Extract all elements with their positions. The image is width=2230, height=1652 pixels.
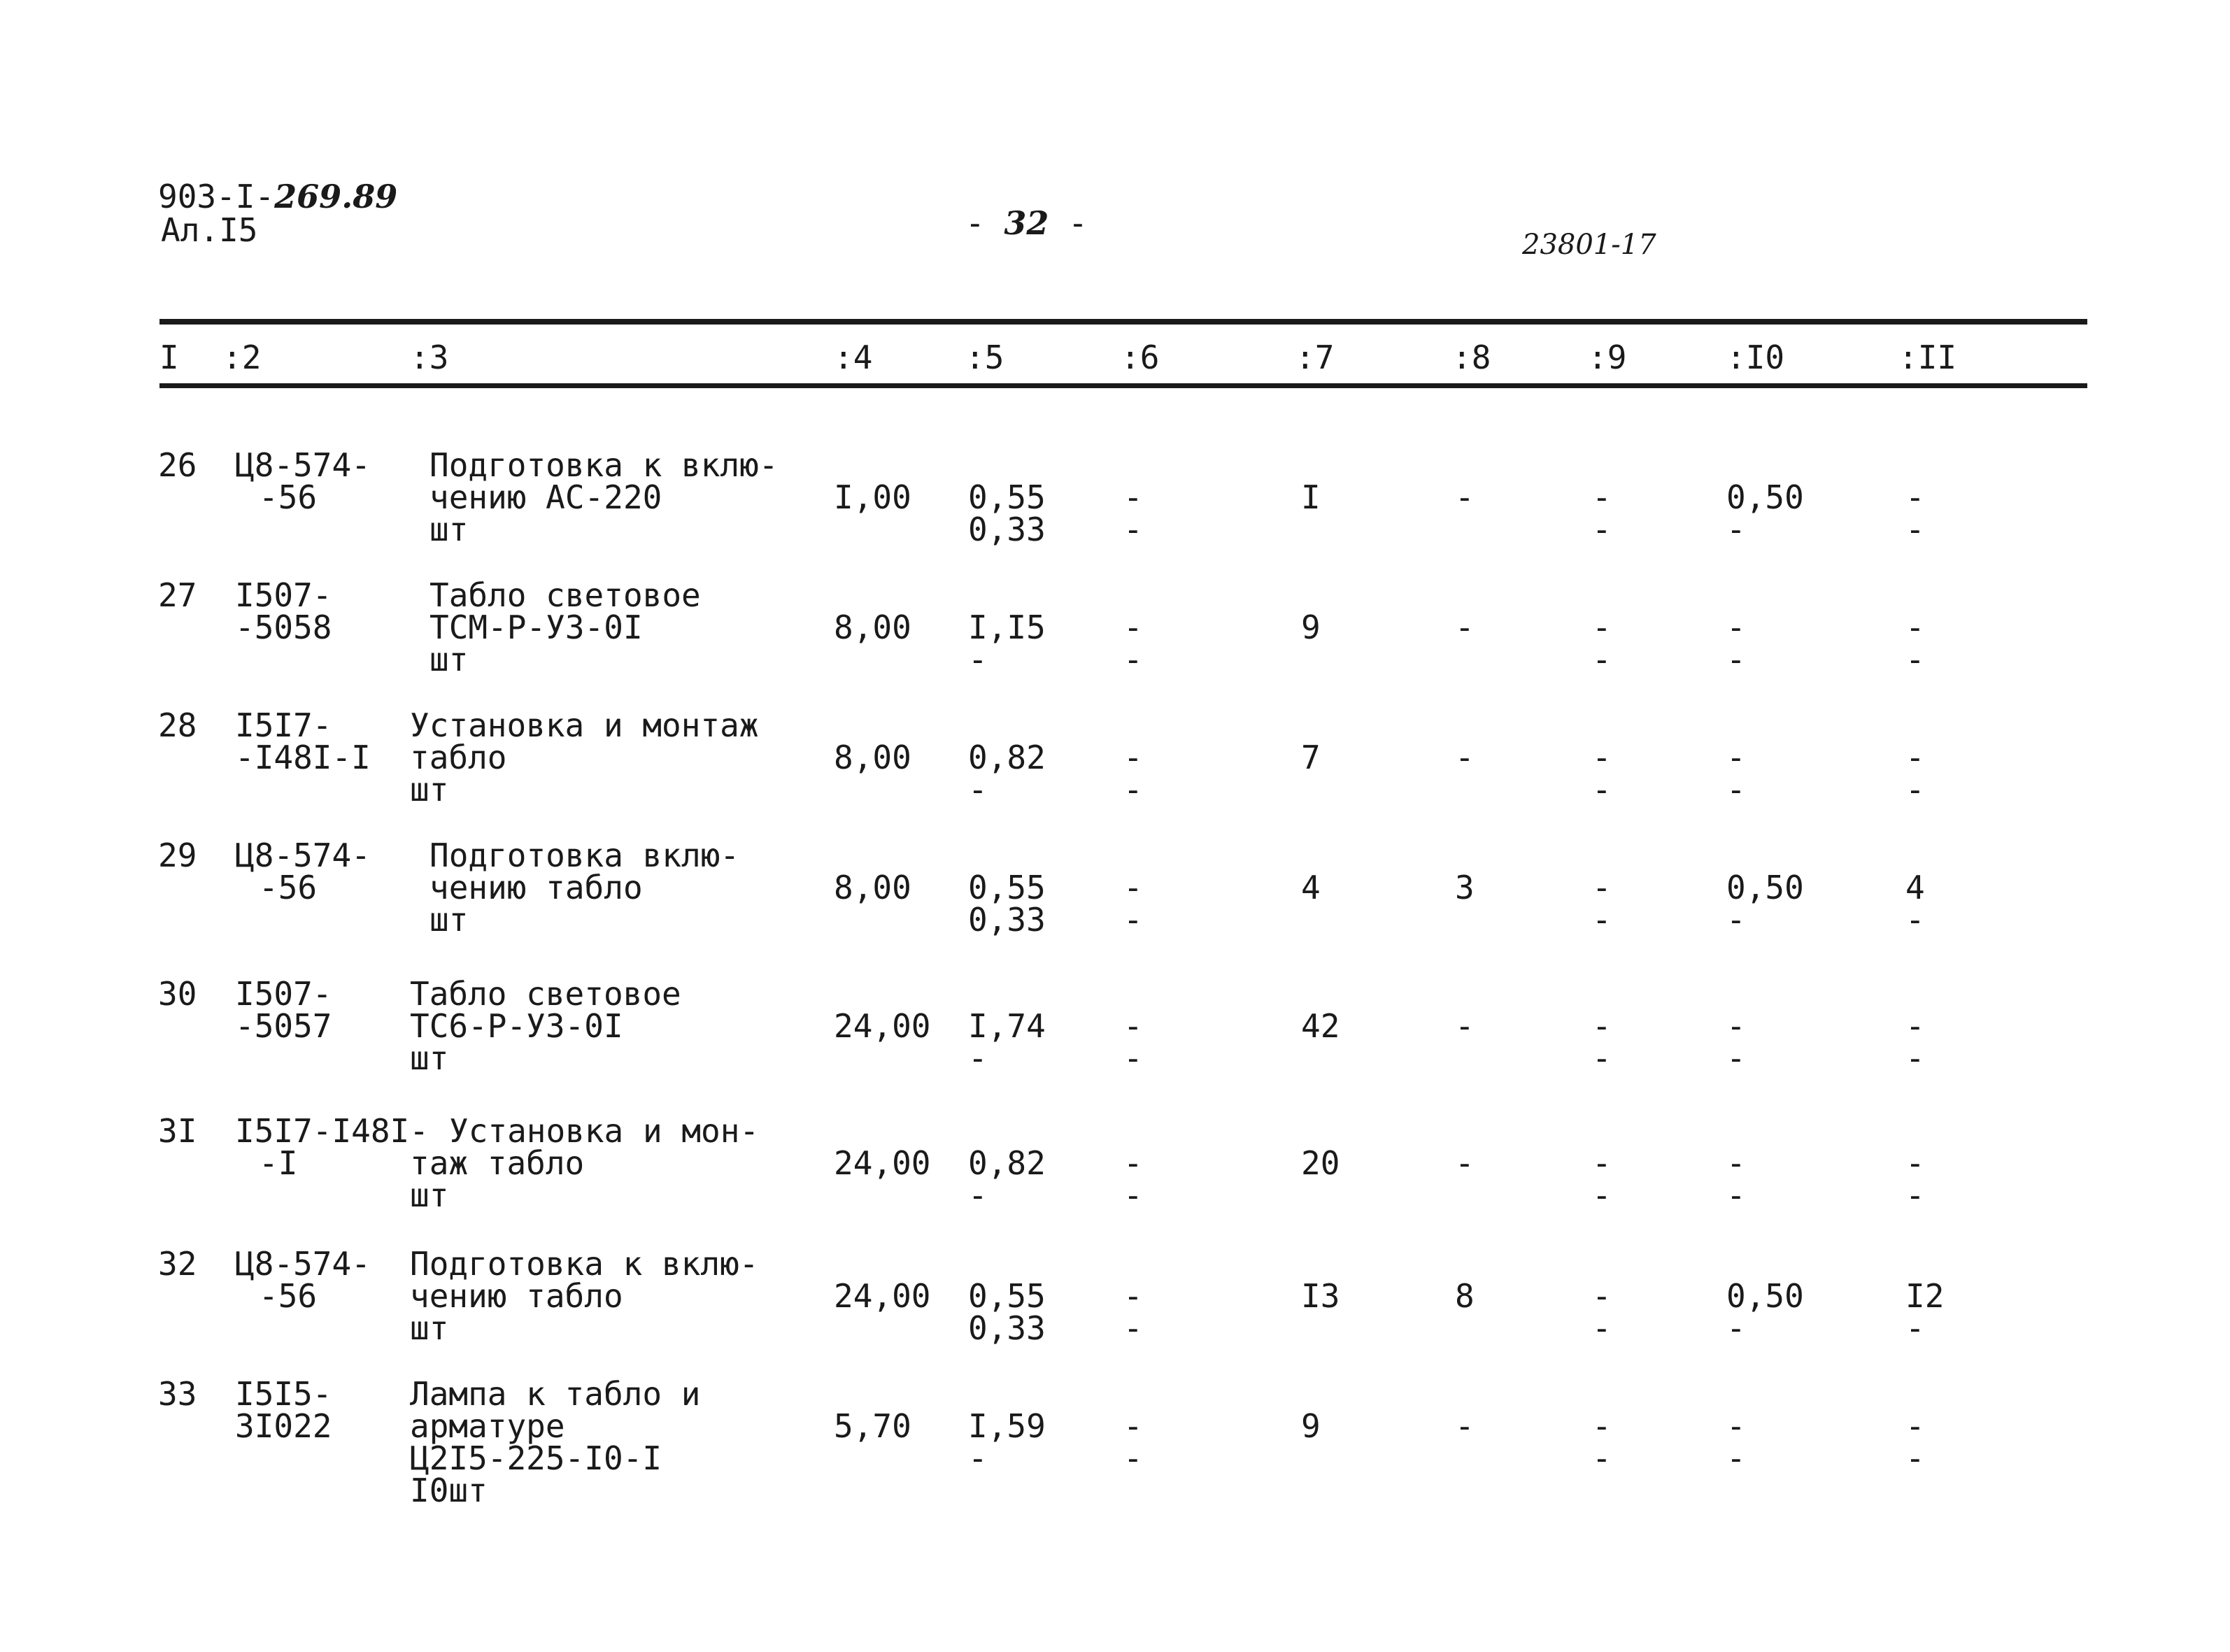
row-col-4-value: 24,00 — [834, 1277, 931, 1315]
row-col-6-value: - — [1123, 1176, 1143, 1214]
row-col-9-value: - — [1592, 1309, 1612, 1347]
row-col-5-value: I,59 — [968, 1407, 1046, 1445]
row-name-line: таж табло — [410, 1144, 585, 1182]
page-number-handwritten: 32 — [1004, 204, 1049, 242]
row-col-10-value: 0,50 — [1726, 478, 1804, 516]
row-number: 27 — [158, 576, 197, 614]
row-col-9-value: - — [1592, 641, 1612, 678]
row-name-line: Ц2I5-225-I0-I — [410, 1439, 662, 1477]
row-col-6-value: - — [1123, 1039, 1143, 1077]
row-col-8-value: - — [1455, 739, 1475, 776]
row-col-6-value: - — [1123, 901, 1143, 939]
table-header-rule — [159, 383, 2087, 388]
row-col-6-value: - — [1123, 1439, 1143, 1477]
row-col-10-value: - — [1726, 1439, 1746, 1477]
row-number: 30 — [158, 975, 197, 1013]
row-col-5-value: - — [968, 771, 988, 809]
table-top-rule — [159, 319, 2087, 325]
row-col-5-value: 0,33 — [968, 1309, 1046, 1347]
row-col-9-value: - — [1592, 1039, 1612, 1077]
row-code-line: -5057 — [235, 1007, 332, 1045]
row-col-11-value: - — [1905, 641, 1925, 678]
column-header-5: :5 — [965, 339, 1004, 376]
row-number: 3I — [158, 1112, 197, 1150]
row-name-line: чению табло — [410, 1277, 623, 1315]
row-name-line: Установка и мон- — [449, 1112, 760, 1150]
row-col-9-value: - — [1592, 1007, 1612, 1045]
sheet-label: Ал.I5 — [161, 211, 258, 249]
row-col-6-value: - — [1123, 478, 1143, 516]
row-col-9-value: - — [1592, 1407, 1612, 1445]
row-col-4-value: I,00 — [834, 478, 911, 516]
column-header-1: I — [159, 339, 179, 376]
row-name-line: шт — [429, 511, 469, 548]
row-name-line: шт — [410, 1176, 449, 1214]
row-col-10-value: - — [1726, 1144, 1746, 1182]
row-code-line: -56 — [259, 1277, 318, 1315]
row-name-line: Подготовка к вклю- — [429, 446, 779, 484]
row-name-line: Подготовка к вклю- — [410, 1245, 759, 1283]
row-code-line: -56 — [259, 869, 318, 906]
row-col-7-value: I3 — [1301, 1277, 1340, 1315]
row-col-5-value: I,74 — [968, 1007, 1046, 1045]
row-col-10-value: - — [1726, 1007, 1746, 1045]
row-col-7-value: 20 — [1301, 1144, 1340, 1182]
column-header-6: :6 — [1121, 339, 1160, 376]
row-col-10-value: - — [1726, 739, 1746, 776]
row-name-line: чению табло — [429, 869, 643, 906]
row-col-8-value: - — [1455, 478, 1475, 516]
row-col-10-value: - — [1726, 608, 1746, 646]
row-code-line: I507- — [235, 975, 332, 1013]
row-col-10-value: 0,50 — [1726, 869, 1804, 906]
row-code-line: Ц8-574- — [235, 836, 371, 874]
column-header-7: :7 — [1295, 339, 1335, 376]
row-name-line: ТС6-Р-УЗ-0I — [410, 1007, 623, 1045]
row-code-line: I5I5- — [235, 1375, 332, 1413]
row-col-8-value: - — [1455, 608, 1475, 646]
document-code — [158, 180, 397, 213]
row-number: 29 — [158, 836, 197, 874]
row-col-9-value: - — [1592, 1144, 1612, 1182]
row-code-line: 3I022 — [235, 1407, 332, 1445]
row-col-5-value: 0,55 — [968, 478, 1046, 516]
row-name-line: Табло световое — [429, 576, 701, 614]
row-col-8-value: 8 — [1455, 1277, 1475, 1315]
row-col-11-value: 4 — [1905, 869, 1925, 906]
row-col-7-value: 9 — [1301, 1407, 1321, 1445]
row-col-9-value: - — [1592, 901, 1612, 939]
row-col-5-value: - — [968, 1439, 988, 1477]
row-name-line: Табло световое — [410, 975, 681, 1013]
row-col-11-value: - — [1905, 1007, 1925, 1045]
column-header-9: :9 — [1588, 339, 1627, 376]
column-header-3: :3 — [410, 339, 449, 376]
row-col-11-value: - — [1905, 771, 1925, 809]
row-col-6-value: - — [1123, 511, 1143, 548]
row-name-line: шт — [410, 1309, 449, 1347]
row-col-9-value: - — [1592, 771, 1612, 809]
row-col-8-value: 3 — [1455, 869, 1475, 906]
row-name-line: чению АС-220 — [429, 478, 662, 516]
row-code-line: I507- — [235, 576, 332, 614]
row-col-11-value: I2 — [1905, 1277, 1945, 1315]
row-col-11-value: - — [1905, 608, 1925, 646]
row-col-6-value: - — [1123, 1144, 1143, 1182]
column-header-10: :I0 — [1726, 339, 1785, 376]
row-col-10-value: 0,50 — [1726, 1277, 1804, 1315]
row-col-4-value: 8,00 — [834, 869, 911, 906]
row-col-4-value: 8,00 — [834, 608, 911, 646]
row-col-8-value: - — [1455, 1144, 1475, 1182]
row-col-6-value: - — [1123, 869, 1143, 906]
row-col-5-value: - — [968, 641, 988, 678]
row-col-4-value: 24,00 — [834, 1007, 931, 1045]
row-name-line: шт — [429, 641, 469, 678]
row-code-line: I5I7- — [235, 706, 332, 744]
row-col-10-value: - — [1726, 771, 1746, 809]
row-col-9-value: - — [1592, 739, 1612, 776]
row-col-5-value: 0,55 — [968, 1277, 1046, 1315]
row-col-6-value: - — [1123, 1007, 1143, 1045]
row-col-6-value: - — [1123, 608, 1143, 646]
row-col-6-value: - — [1123, 641, 1143, 678]
column-header-8: :8 — [1452, 339, 1491, 376]
row-col-11-value: - — [1905, 1309, 1925, 1347]
row-col-10-value: - — [1726, 1407, 1746, 1445]
row-name-line: шт — [410, 1039, 449, 1077]
row-col-7-value: 7 — [1301, 739, 1321, 776]
row-number: 33 — [158, 1375, 197, 1413]
row-code-line: I5I7-I48I- — [235, 1112, 429, 1150]
row-code-line: -I48I-I — [235, 739, 371, 776]
row-name-line: I0шт — [410, 1472, 488, 1509]
row-code-line: -5058 — [235, 608, 332, 646]
column-header-11: :II — [1898, 339, 1957, 376]
row-col-4-value: 24,00 — [834, 1144, 931, 1182]
row-name-line: Установка и монтаж — [410, 706, 759, 744]
page-number — [965, 204, 1088, 242]
row-col-5-value: 0,33 — [968, 901, 1046, 939]
page-number-suffix: - — [1049, 204, 1088, 242]
row-col-11-value: - — [1905, 1144, 1925, 1182]
row-code-line: Ц8-574- — [235, 446, 371, 484]
document-code-prefix: 903-I- — [158, 178, 275, 215]
row-col-6-value: - — [1123, 1309, 1143, 1347]
row-number: 28 — [158, 706, 197, 744]
row-col-5-value: I,I5 — [968, 608, 1046, 646]
row-name-line: арматуре — [410, 1407, 565, 1445]
row-col-9-value: - — [1592, 869, 1612, 906]
row-col-10-value: - — [1726, 1309, 1746, 1347]
row-col-8-value: - — [1455, 1407, 1475, 1445]
row-col-5-value: 0,82 — [968, 739, 1046, 776]
row-col-5-value: 0,33 — [968, 511, 1046, 548]
row-col-9-value: - — [1592, 478, 1612, 516]
row-code-line: -56 — [259, 478, 318, 516]
row-col-10-value: - — [1726, 1176, 1746, 1214]
row-number: 32 — [158, 1245, 197, 1283]
row-name-line: Подготовка вклю- — [429, 836, 740, 874]
row-col-11-value: - — [1905, 1439, 1925, 1477]
row-col-10-value: - — [1726, 1039, 1746, 1077]
row-col-5-value: 0,82 — [968, 1144, 1046, 1182]
row-name-line: Лампа к табло и — [410, 1375, 701, 1413]
row-col-5-value: - — [968, 1176, 988, 1214]
row-col-5-value: 0,55 — [968, 869, 1046, 906]
row-col-9-value: - — [1592, 511, 1612, 548]
row-col-11-value: - — [1905, 739, 1925, 776]
row-col-6-value: - — [1123, 1407, 1143, 1445]
document-code-handwritten: 269.89 — [274, 178, 398, 215]
row-col-11-value: - — [1905, 1039, 1925, 1077]
row-col-9-value: - — [1592, 1176, 1612, 1214]
row-col-5-value: - — [968, 1039, 988, 1077]
row-col-4-value: 8,00 — [834, 739, 911, 776]
row-col-11-value: - — [1905, 1407, 1925, 1445]
column-header-2: :2 — [222, 339, 262, 376]
row-col-7-value: 42 — [1301, 1007, 1340, 1045]
row-name-line: табло — [410, 739, 507, 776]
row-col-10-value: - — [1726, 641, 1746, 678]
row-col-6-value: - — [1123, 739, 1143, 776]
row-name-line: ТСМ-Р-УЗ-0I — [429, 608, 643, 646]
row-col-11-value: - — [1905, 511, 1925, 548]
row-col-9-value: - — [1592, 608, 1612, 646]
row-col-9-value: - — [1592, 1439, 1612, 1477]
row-col-11-value: - — [1905, 901, 1925, 939]
row-col-7-value: 9 — [1301, 608, 1321, 646]
row-number: 26 — [158, 446, 197, 484]
row-col-11-value: - — [1905, 478, 1925, 516]
row-col-11-value: - — [1905, 1176, 1925, 1214]
row-col-4-value: 5,70 — [834, 1407, 911, 1445]
row-col-9-value: - — [1592, 1277, 1612, 1315]
row-col-10-value: - — [1726, 511, 1746, 548]
row-col-7-value: 4 — [1301, 869, 1321, 906]
archive-number: 23801-17 — [1522, 229, 1656, 261]
row-col-6-value: - — [1123, 1277, 1143, 1315]
row-code-line: Ц8-574- — [235, 1245, 371, 1283]
page-number-prefix: - — [965, 204, 1004, 242]
row-col-10-value: - — [1726, 901, 1746, 939]
row-name-line: шт — [410, 771, 449, 809]
row-col-8-value: - — [1455, 1007, 1475, 1045]
row-code-line: -I — [259, 1144, 298, 1182]
row-name-line: шт — [429, 901, 469, 939]
row-col-7-value: I — [1301, 478, 1321, 516]
row-col-6-value: - — [1123, 771, 1143, 809]
column-header-4: :4 — [834, 339, 873, 376]
